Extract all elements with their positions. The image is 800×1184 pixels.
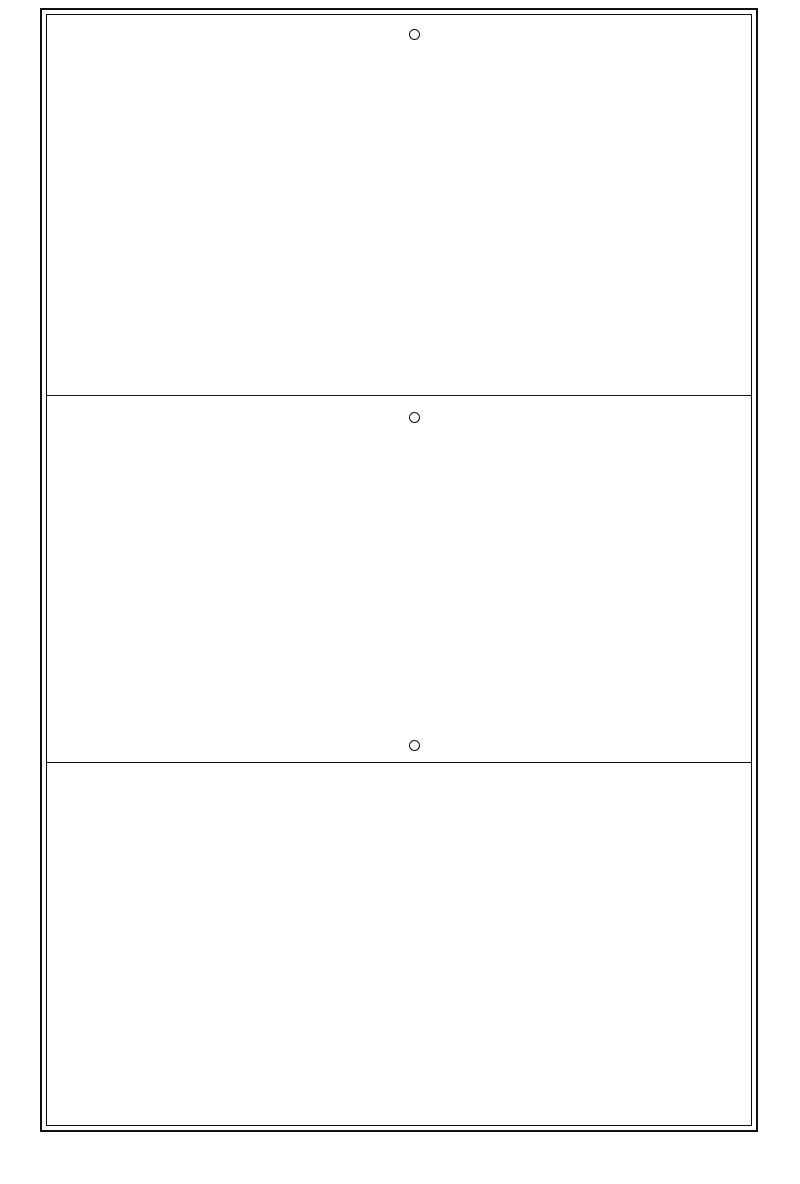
bottom-panel (47, 763, 751, 1125)
circle-mark (409, 412, 420, 423)
middle-panel (47, 396, 751, 763)
page-frame (40, 8, 758, 1132)
middle-text-columns (47, 396, 751, 762)
top-text-columns (47, 15, 751, 395)
circle-mark (409, 740, 420, 751)
bottom-text-columns (47, 763, 751, 1125)
circle-mark (409, 29, 420, 40)
top-panel (47, 15, 751, 396)
page-frame-inner (46, 14, 752, 1126)
